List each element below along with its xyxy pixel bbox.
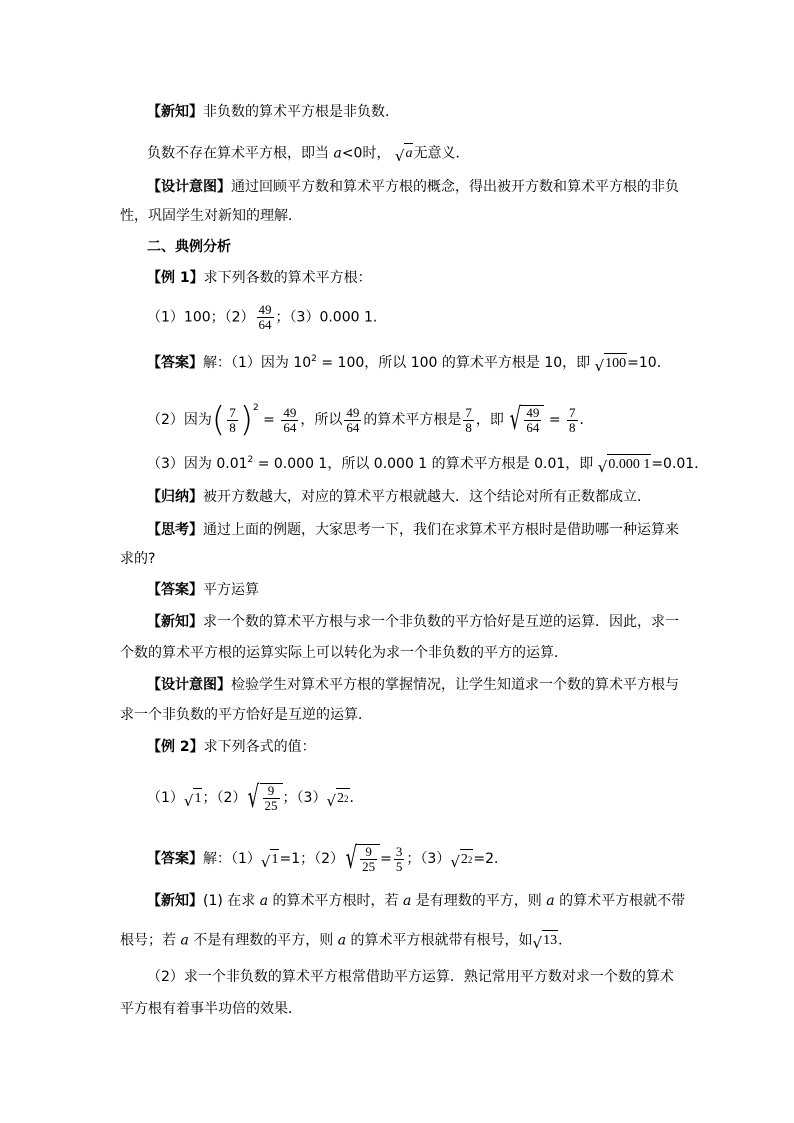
think-cont [120,549,155,569]
exponent: 2 [247,455,254,465]
fraction [344,406,361,435]
tag: 【新知】 [147,893,203,909]
section-heading [147,237,231,257]
denominator: 25 [362,859,376,874]
example-2 [147,737,316,757]
sqrt-0.0001: √ 0.000 1 [598,454,652,475]
tag: 【答案】 [147,851,203,867]
text: 负数不存在算术平方根，即当 [147,145,334,162]
text: = 0.000 1，所以 0.000 1 的算术平方根是 0.01，即 [253,456,594,472]
tag: 【答案】 [147,582,203,598]
new-knowledge-3 [147,891,685,911]
denominator: 8 [229,419,236,435]
text: (1) 在求 [203,893,260,909]
new-knowledge-2 [147,612,679,632]
radicand [336,788,350,809]
sqrt-1: √ 1 [261,849,280,870]
text: 求一个非负数的平方恰好是互逆的运算． [120,707,372,723]
text: 通过上面的例题，大家思考一下，我们在求算术平方根时是借助哪一种运算来 [203,522,679,538]
denominator: 64 [258,317,272,332]
base: 2 [337,790,345,806]
negative-number-note [147,143,469,164]
text: ，所以 [300,412,343,428]
text: 性，巩固学生对新知的理解． [120,208,302,224]
var-a: a [259,893,269,909]
text: = 100，所以 100 的算术平方根是 10，即 [316,355,591,371]
tag: 【例 2】 [147,739,204,755]
sqrt-fraction: √ $\frac{9}{25}$ [344,844,380,874]
design-intent-1-cont [120,206,302,226]
numerator: 7 [229,404,236,420]
tag: 【新知】 [147,104,203,120]
text: 是有理数的平方，则 [411,893,547,909]
text: <0时， [341,145,391,162]
think [147,520,679,540]
text: 非负数的算术平方根是非负数． [203,104,399,120]
sqrt-fraction: √ $\frac{49}{64}$ [508,405,544,435]
text: 根号；若 [120,932,181,949]
text: 不是有理数的平方，则 [188,932,338,949]
base: 2 [460,851,468,867]
var-a: a [180,932,189,949]
text: ，即 [475,412,504,428]
text: 解：（1）因为 10 [203,355,312,371]
var-a: a [403,893,412,909]
design-intent-2-cont [120,705,372,725]
text: 求一个数的算术平方根与求一个非负数的平方恰好是互逆的运算．因此，求一 [203,614,679,630]
sqrt-a: √ a [395,143,414,164]
denominator: 5 [395,858,403,874]
text: ． [349,790,364,806]
exponent: 2 [252,403,259,413]
text: 求下列各式的值： [203,739,316,755]
text: =1；（2） [279,851,345,867]
text: 通过回顾平方数和算术平方根的概念，得出被开方数和算术平方根的非负 [231,179,679,195]
denominator: 64 [283,419,297,435]
tag: 【设计意图】 [147,179,231,195]
fraction [227,406,238,435]
text: （1） [147,790,184,806]
text: 检验学生对算术平方根的掌握情况，让学生知道求一个数的算术平方根与 [231,677,679,693]
text: = [258,412,280,428]
text: 个数的算术平方根的运算实际上可以转化为求一个非负数的平方的运算． [120,645,568,661]
text: 的算术平方根时，若 [268,893,403,909]
tag: 【例 1】 [147,270,204,286]
denominator: 64 [526,420,540,435]
radicand: 0.000 1 [607,454,651,475]
text: ；（3） [282,790,327,806]
text: ；（2） [202,790,247,806]
heading: 二、典例分析 [147,239,231,255]
example-1 [147,268,372,288]
text: ． [579,412,594,428]
fraction [360,845,377,874]
new-knowledge-3-cont [120,930,572,951]
text: = [544,412,566,428]
answer-1-part1 [147,349,671,374]
var-a: a [337,932,347,949]
var-a: a [546,893,555,909]
exponent: 2 [311,354,317,364]
example-1-items [147,303,377,332]
answer-1-part2 [147,398,594,440]
fraction [567,406,578,435]
denominator: 8 [569,419,576,435]
exponent: 2 [467,854,473,865]
text: 无意义． [413,145,470,162]
new-knowledge-1 [147,102,399,122]
numerator: 49 [526,405,540,420]
summary [147,487,651,507]
text: ． [558,932,573,949]
fraction [394,845,405,874]
numerator: 49 [283,404,297,420]
paren-open: ( [211,400,226,440]
radicand: 1 [270,849,279,870]
text: 解：（1） [203,851,261,867]
text: =2． [473,851,509,867]
paren-close: ) [239,400,253,440]
sqrt-2-squared: √ 2 2 [450,849,473,870]
answer-2 [147,841,509,876]
exponent: 2 [344,793,349,804]
numerator: 9 [365,844,372,859]
tag: 【设计意图】 [147,677,231,693]
radicand [521,405,544,435]
text: =0.01． [651,456,709,472]
denominator: 8 [465,419,472,435]
radicand [357,844,380,874]
text: （1）100；（2） [147,309,255,326]
new-knowledge-3-item2-cont [120,999,302,1019]
numerator: 49 [346,404,360,420]
radicand: 100 [604,353,627,374]
design-intent-1 [147,177,679,197]
sqrt-13: √ 13 [533,930,559,951]
example-2-items [147,780,364,815]
numerator: 49 [258,302,272,317]
fraction [257,303,274,332]
tag: 【新知】 [147,614,203,630]
text: 平方运算 [203,582,259,598]
fraction [463,406,474,435]
numerator: 3 [395,843,403,859]
answer-1-part3 [147,450,708,475]
design-intent-2 [147,675,679,695]
tag: 【归纳】 [147,489,203,505]
sqrt-100: √ 100 [595,353,628,374]
text: 的算术平方根就带有根号，如 [346,932,533,949]
denominator: 25 [264,798,278,813]
text: = [380,851,392,867]
new-knowledge-2-cont [120,643,568,663]
sqrt-2-squared: √ 2 2 [326,788,349,809]
text: （3）因为 0.01 [147,456,248,472]
text: 的算术平方根就不带 [554,893,686,909]
tag: 【思考】 [147,522,203,538]
text: =10． [627,355,671,371]
text: （2）因为 [147,412,212,428]
radicand: 13 [542,930,558,951]
text: 求下列各数的算术平方根： [203,270,372,286]
denominator: 64 [346,419,360,435]
numerator: 7 [569,404,576,420]
sqrt-fraction: √ $\frac{9}{25}$ [246,783,282,813]
numerator: 9 [267,783,275,798]
text: 平方根有着事半功倍的效果． [120,1001,302,1017]
radicand [460,849,474,870]
text: （2）求一个非负数的算术平方根常借助平方运算．熟记常用平方数对求一个数的算术 [147,969,674,985]
radicand: a [404,143,413,164]
text: 求的? [120,551,156,567]
text: 被开方数越大，对应的算术平方根就越大．这个结论对所有正数都成立． [203,489,651,505]
fraction [524,406,541,435]
sqrt-1: √ 1 [184,788,203,809]
var-a: a [333,145,342,162]
tag: 【答案】 [147,355,203,371]
fraction [263,784,280,813]
new-knowledge-3-item2 [147,967,674,987]
text: ；（3）0.000 1. [275,309,378,326]
fraction [281,406,298,435]
text: ；（3） [406,851,451,867]
answer-think [147,580,259,600]
radicand: 1 [193,788,202,809]
text: 的算术平方根是 [363,412,462,428]
numerator: 7 [465,404,472,420]
radicand [260,783,283,813]
